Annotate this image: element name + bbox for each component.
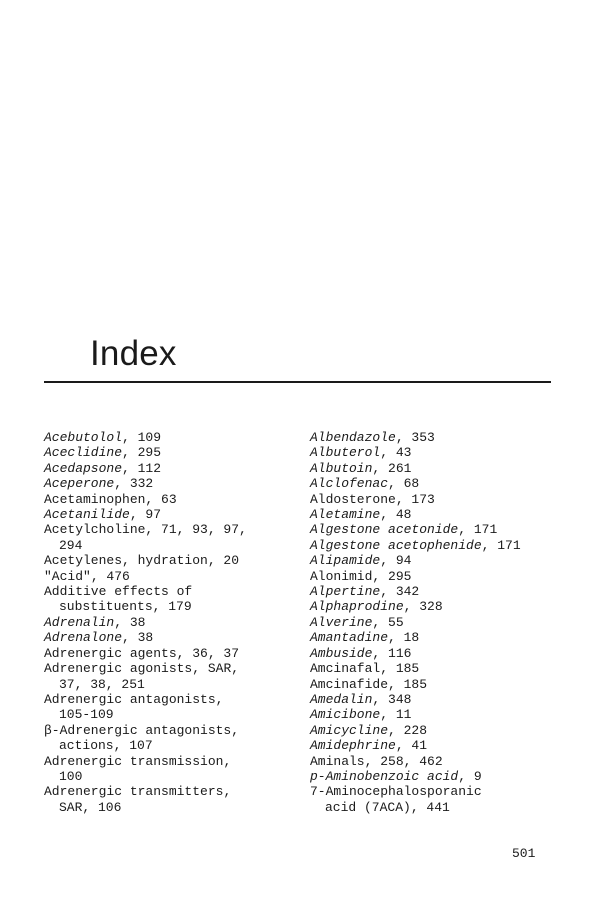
index-entry (44, 661, 302, 676)
index-term: Alipamide (310, 553, 381, 569)
index-entry (44, 599, 302, 614)
index-column-right (310, 430, 600, 815)
index-term: Aldosterone (310, 491, 396, 507)
index-entry (310, 784, 600, 799)
index-entry (310, 723, 600, 738)
index-entry (44, 754, 302, 769)
index-term: Alonimid (310, 568, 373, 584)
index-entry (44, 707, 302, 722)
index-page-refs: , 116 (372, 645, 412, 661)
index-page-refs: , 112 (122, 460, 162, 476)
index-page-refs: , 332 (114, 476, 154, 492)
index-term: p-Aminobenzoic acid (310, 768, 459, 784)
index-term: Algestone acetonide (310, 522, 459, 538)
index-term: Alverine (310, 614, 373, 630)
index-entry (44, 784, 302, 799)
index-entry (310, 769, 600, 784)
index-entry (44, 569, 302, 584)
index-page-refs: , 55 (372, 614, 404, 630)
index-entry (44, 522, 302, 537)
index-term: Additive effects of (44, 584, 193, 600)
index-page-refs: , 261 (372, 460, 412, 476)
index-entry (310, 584, 600, 599)
index-term: Amicycline (310, 722, 389, 738)
index-page-refs: , SAR, (192, 661, 240, 677)
index-page-refs: , 342 (380, 584, 420, 600)
index-page-refs: , 97 (129, 507, 162, 523)
index-page-refs: , 43 (380, 445, 412, 461)
index-term: Albendazole (310, 430, 396, 445)
index-page-refs: , 476 (90, 568, 130, 584)
index-term: β-Adrenergic antagonists (44, 722, 232, 738)
index-entry (310, 445, 600, 460)
index-term: Alclofenac (310, 476, 389, 492)
index-term: Acetaminophen (44, 491, 146, 507)
index-page-refs: , 353 (395, 430, 435, 445)
index-page-refs: , 11 (380, 707, 412, 723)
index-page-refs: substituents, 179 (59, 599, 192, 615)
index-entry (44, 538, 302, 553)
index-page-refs: , 348 (372, 691, 412, 707)
index-term: Adrenalin (44, 614, 115, 630)
index-entry (310, 630, 600, 645)
index-term: Aceperone (44, 476, 115, 492)
index-entry (44, 584, 302, 599)
index-entry (310, 800, 600, 815)
index-term: Acetanilide (44, 507, 130, 523)
index-page-refs: , 185 (388, 676, 428, 692)
index-page-refs: , 109 (122, 430, 162, 445)
index-entry (310, 492, 600, 507)
index-term: Aminals (310, 753, 365, 769)
index-page-refs: 294 (59, 537, 83, 553)
index-entry (44, 445, 302, 460)
index-page-refs: SAR, 106 (59, 799, 122, 815)
index-entry (310, 661, 600, 676)
index-page-refs: , 9 (458, 768, 482, 784)
index-page-refs: , 18 (388, 630, 420, 646)
index-term: Acetylcholine (44, 522, 146, 538)
page-number: 501 (512, 846, 536, 861)
index-page-refs: , 68 (388, 476, 420, 492)
index-term: Acedapsone (44, 460, 123, 476)
index-term: Amcinafal (310, 661, 381, 677)
index-page-refs: , 71, 93, 97, (145, 522, 247, 538)
index-entry (44, 476, 302, 491)
index-page-refs: , 38 (114, 614, 146, 630)
index-page-refs: , 328 (403, 599, 443, 615)
index-entry (310, 646, 600, 661)
index-page-refs: , 185 (380, 661, 420, 677)
page-title: Index (90, 334, 177, 373)
index-term: Amicibone (310, 707, 381, 723)
index-page-refs: , (231, 722, 240, 738)
index-entry (44, 692, 302, 707)
index-page-refs: , (215, 691, 224, 707)
index-term: Acetylenes (44, 553, 123, 569)
index-entry (44, 430, 302, 445)
index-entry (310, 553, 600, 568)
index-term: Algestone acetophenide (310, 537, 482, 553)
index-entry (44, 492, 302, 507)
index-entry (44, 769, 302, 784)
index-page-refs: , 171 (481, 537, 521, 553)
index-page-refs: , 173 (395, 491, 435, 507)
index-entry (44, 615, 302, 630)
title-rule (44, 381, 551, 383)
index-entry (310, 476, 600, 491)
index-page-refs: , (223, 753, 232, 769)
index-page-refs: , 258, 462 (364, 753, 443, 769)
index-page-refs: , 171 (458, 522, 498, 538)
index-entry (310, 677, 600, 692)
index-term: Amantadine (310, 630, 389, 646)
index-term: Amedalin (310, 691, 373, 707)
index-page-refs: 100 (59, 768, 83, 784)
index-page-refs: 105-109 (59, 707, 114, 723)
index-entry (310, 738, 600, 753)
index-page-refs: actions, 107 (59, 738, 153, 754)
index-column-left (44, 430, 302, 815)
index-page-refs: , 38 (122, 630, 154, 646)
index-page-refs: , hydration, 20 (122, 553, 240, 569)
index-page-refs: , (223, 784, 232, 800)
index-term: Aceclidine (44, 445, 123, 461)
index-term: Albutoin (310, 460, 373, 476)
index-term: Adrenergic agonists (44, 661, 193, 677)
index-term: Adrenergic antagonists (44, 691, 216, 707)
index-entry (310, 569, 600, 584)
index-page-refs: , 36, 37 (176, 645, 240, 661)
index-entry (310, 599, 600, 614)
index-term: Amidephrine (310, 738, 396, 754)
index-entry (310, 538, 600, 553)
index-entry (310, 754, 600, 769)
index-term: Albuterol (310, 445, 381, 461)
index-term: Adrenergic transmitters (44, 784, 224, 800)
index-entry (44, 646, 302, 661)
index-term: Amcinafide (310, 676, 389, 692)
index-term: Adrenalone (44, 630, 123, 646)
index-term: Aletamine (310, 507, 381, 523)
index-page-refs: , 295 (372, 568, 412, 584)
index-term: Adrenergic agents (44, 645, 177, 661)
index-page-refs: , 41 (395, 738, 428, 754)
index-term: Alpertine (310, 584, 381, 600)
index-entry (310, 522, 600, 537)
index-term: Ambuside (310, 645, 373, 661)
index-entry (44, 723, 302, 738)
index-page-refs: , 48 (380, 507, 412, 523)
index-entry (310, 507, 600, 522)
index-entry (310, 615, 600, 630)
index-entry (310, 430, 600, 445)
index-entry (44, 461, 302, 476)
index-entry (44, 800, 302, 815)
index-page-refs: , 228 (388, 722, 428, 738)
index-entry (44, 677, 302, 692)
index-page-refs: , 63 (145, 491, 177, 507)
index-term: "Acid" (44, 568, 91, 584)
index-term: Alphaprodine (310, 599, 404, 615)
index-entry (310, 692, 600, 707)
index-entry (310, 707, 600, 722)
index-entry (310, 461, 600, 476)
index-term: Adrenergic transmission (44, 753, 224, 769)
index-entry (44, 630, 302, 645)
index-page-refs: acid (7ACA), 441 (325, 799, 450, 815)
index-entry (44, 738, 302, 753)
index-page-refs: 37, 38, 251 (59, 676, 145, 692)
index-entry (44, 553, 302, 568)
index-term: 7-Aminocephalosporanic (310, 784, 482, 800)
index-page-refs: , 295 (122, 445, 162, 461)
index-entry (44, 507, 302, 522)
index-term: Acebutolol (44, 430, 123, 445)
index-page-refs: , 94 (380, 553, 412, 569)
